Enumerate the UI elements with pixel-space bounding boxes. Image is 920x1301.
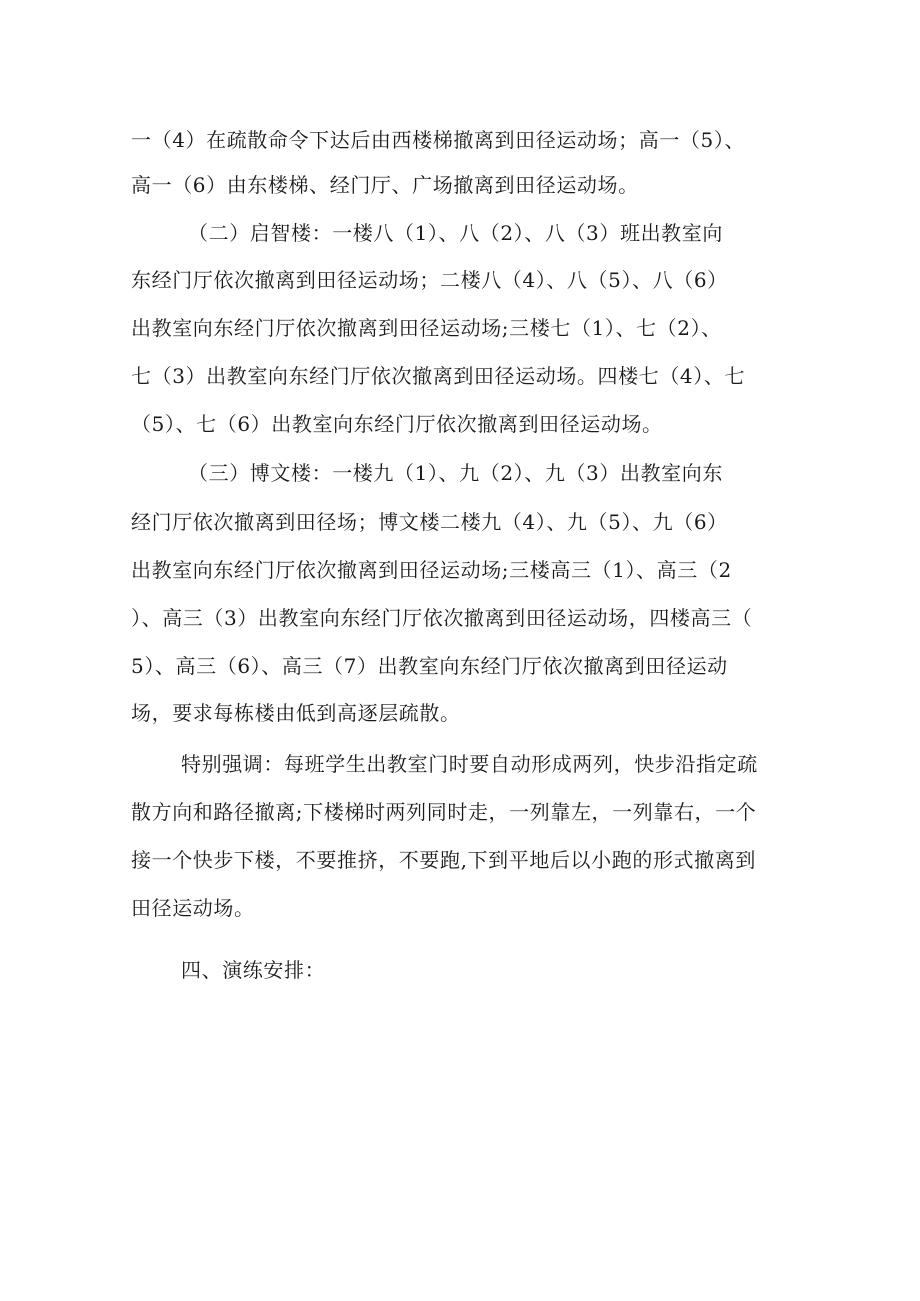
section-heading: 四、演练安排： — [181, 958, 326, 982]
paragraph-3-line-3: 出教室向东经门厅依次撤离到田径运动场;三楼高三（1）、高三（2 — [131, 558, 732, 582]
paragraph-4-line-2: 散方向和路径撤离;下楼梯时两列同时走，一列靠左，一列靠右，一个 — [131, 800, 757, 824]
paragraph-3-line-6: 场，要求每栋楼由低到高逐层疏散。 — [131, 701, 461, 725]
paragraph-3-line-2: 经门厅依次撤离到田径场；博文楼二楼九（4）、九（5）、九（6） — [131, 510, 728, 534]
paragraph-4-line-3: 接一个快步下楼，不要推挤，不要跑,下到平地后以小跑的形式撤离到 — [131, 848, 756, 872]
paragraph-2-line-1: （二）启智楼：一楼八（1）、八（2）、八（3）班出教室向 — [188, 221, 723, 245]
paragraph-3-line-1: （三）博文楼：一楼九（1）、九（2）、九（3）出教室向东 — [188, 461, 723, 485]
paragraph-2-line-4: 七（3）出教室向东经门厅依次撤离到田径运动场。四楼七（4）、七 — [131, 364, 746, 388]
paragraph-3-line-5: 5）、高三（6）、高三（7）出教室向东经门厅依次撤离到田径运动 — [131, 654, 728, 678]
paragraph-4-line-4: 田径运动场。 — [131, 896, 255, 920]
paragraph-1-line-1: 一（4）在疏散命令下达后由西楼梯撤离到田径运动场；高一（5）、 — [131, 128, 746, 152]
paragraph-4-line-1: 特别强调：每班学生出教室门时要自动形成两列，快步沿指定疏 — [181, 752, 758, 776]
paragraph-1-line-2: 高一（6）由东楼梯、经门厅、广场撤离到田径运动场。 — [131, 173, 639, 197]
paragraph-2-line-3: 出教室向东经门厅依次撤离到田径运动场;三楼七（1）、七（2）、 — [131, 316, 722, 340]
paragraph-2-line-2: 东经门厅依次撤离到田径运动场；二楼八（4）、八（5）、八（6） — [131, 268, 728, 292]
paragraph-3-line-4: ）、高三（3）出教室向东经门厅依次撤离到田径运动场，四楼高三（ — [131, 606, 753, 630]
paragraph-2-line-5: （5）、七（6）出教室向东经门厅依次撤离到田径运动场。 — [131, 412, 663, 436]
